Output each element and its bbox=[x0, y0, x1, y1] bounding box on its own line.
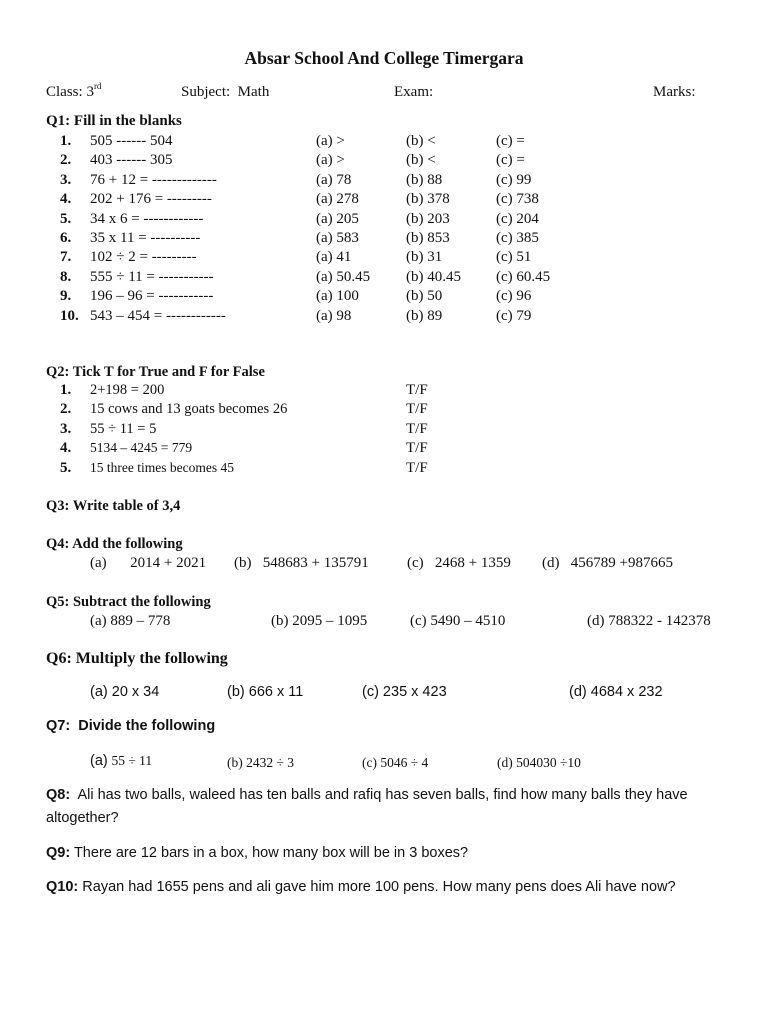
q7-label: Q7: bbox=[46, 718, 71, 734]
q1-item-number: 5. bbox=[60, 210, 72, 227]
q1-option-a: (a) 278 bbox=[316, 191, 359, 208]
q1-title: Fill in the blanks bbox=[73, 113, 182, 129]
q8-question bbox=[46, 784, 736, 830]
q7-part-c-value: 5046 ÷ 4 bbox=[380, 755, 429, 770]
q2-title: Tick T for True and F for False bbox=[72, 364, 265, 380]
q5-part-d: (d) 788322 - 142378 bbox=[587, 613, 711, 629]
subject-label: Subject: bbox=[181, 84, 231, 100]
q5-part-b: (b) 2095 – 1095 bbox=[271, 613, 368, 629]
q1-heading bbox=[46, 113, 182, 130]
q6-title: Multiply the following bbox=[75, 650, 228, 667]
q2-item-statement: 2+198 = 200 bbox=[90, 382, 165, 398]
q3-title: Write table of 3,4 bbox=[72, 498, 181, 514]
q1-item-question: 543 – 454 = ------------ bbox=[90, 307, 226, 324]
q5-part-c: (c) 5490 – 4510 bbox=[410, 613, 506, 629]
exam-label: Exam: bbox=[394, 84, 434, 100]
q6-part-a: (a) 20 x 34 bbox=[90, 684, 160, 700]
q1-option-b: (b) 50 bbox=[406, 288, 443, 305]
q1-item-number: 7. bbox=[60, 249, 72, 266]
q1-option-b: (b) < bbox=[406, 133, 436, 149]
q7-part-a-value: 55 ÷ 11 bbox=[111, 753, 153, 768]
q3-label: Q3: bbox=[46, 498, 70, 514]
q1-option-b: (b) 203 bbox=[406, 210, 450, 227]
q4-part-c bbox=[407, 555, 511, 572]
class-value: 3 bbox=[86, 84, 94, 100]
q8-text: Ali has two balls, waleed has ten balls and rafiq has seven balls, find how many balls they have altogether? bbox=[46, 787, 688, 826]
q9-label: Q9: bbox=[46, 845, 71, 861]
q4-title: Add the following bbox=[72, 536, 183, 552]
q1-item-question: 196 – 96 = ----------- bbox=[90, 288, 214, 305]
q1-item-number: 8. bbox=[60, 268, 72, 285]
q1-item-question: 76 + 12 = ------------- bbox=[90, 171, 217, 188]
q6-label: Q6: bbox=[46, 650, 72, 667]
q1-item-question: 35 x 11 = ---------- bbox=[90, 230, 201, 246]
q4-heading bbox=[46, 536, 183, 553]
q1-option-b: (b) < bbox=[406, 152, 436, 169]
q10-question bbox=[46, 876, 736, 899]
q4-label: Q4: bbox=[46, 536, 70, 552]
q4-part-b bbox=[234, 555, 369, 572]
q2-label: Q2: bbox=[46, 364, 70, 380]
q2-item-number: 3. bbox=[60, 420, 72, 437]
q1-option-b: (b) 40.45 bbox=[406, 268, 461, 285]
q7-part-b-label: (b) bbox=[227, 755, 243, 770]
q9-text: There are 12 bars in a box, how many box will be in 3 boxes? bbox=[73, 845, 469, 861]
q5-title: Subtract the following bbox=[72, 594, 211, 610]
q1-option-a: (a) > bbox=[316, 133, 345, 149]
q2-item-statement: 5134 – 4245 = 779 bbox=[90, 440, 193, 456]
q1-option-b: (b) 89 bbox=[406, 307, 443, 324]
q7-part-c-label: (c) bbox=[362, 755, 377, 770]
q4-part-b-label: (b) bbox=[234, 555, 252, 571]
q5-part-a: (a) 889 – 778 bbox=[90, 613, 171, 629]
q7-part-b bbox=[227, 755, 294, 771]
q1-option-a: (a) 98 bbox=[316, 307, 352, 324]
q7-part-d-label: (d) bbox=[497, 755, 513, 770]
q1-option-a: (a) > bbox=[316, 152, 345, 169]
q6-part-c: (c) 235 x 423 bbox=[362, 684, 447, 700]
q6-part-b: (b) 666 x 11 bbox=[227, 684, 304, 700]
q6-part-d: (d) 4684 x 232 bbox=[569, 684, 663, 700]
q2-item-number: 2. bbox=[60, 401, 72, 418]
school-title: Absar School And College Timergara bbox=[244, 48, 524, 68]
q2-true-false-answer: T/F bbox=[406, 401, 428, 418]
q8-label: Q8: bbox=[46, 787, 71, 803]
q1-option-a: (a) 41 bbox=[316, 249, 352, 266]
q4-part-a-label: (a) bbox=[90, 555, 107, 571]
q4-part-d-label: (d) bbox=[542, 555, 560, 571]
subject-field bbox=[181, 84, 269, 101]
q1-item-question: 202 + 176 = --------- bbox=[90, 191, 212, 208]
q1-option-a: (a) 78 bbox=[316, 171, 352, 188]
q7-part-b-value: 2432 ÷ 3 bbox=[246, 755, 295, 770]
q1-option-c: (c) 385 bbox=[496, 230, 539, 246]
q4-part-a bbox=[90, 555, 206, 572]
q5-heading bbox=[46, 594, 211, 611]
q1-option-c: (c) = bbox=[496, 133, 525, 149]
q1-item-question: 34 x 6 = ------------ bbox=[90, 210, 204, 227]
q10-text: Rayan had 1655 pens and ali gave him more 100 pens. How many pens does Ali have now? bbox=[82, 879, 676, 895]
q2-true-false-answer: T/F bbox=[406, 440, 428, 457]
q2-heading bbox=[46, 364, 265, 381]
marks-label: Marks: bbox=[653, 84, 696, 100]
q1-option-c: (c) 204 bbox=[496, 210, 539, 227]
q7-part-d-value: 504030 ÷10 bbox=[516, 755, 581, 770]
q1-option-c: (c) 738 bbox=[496, 191, 539, 208]
class-field bbox=[46, 81, 102, 101]
q1-item-number: 4. bbox=[60, 191, 72, 208]
class-label: Class: bbox=[46, 84, 83, 100]
q1-item-number: 3. bbox=[60, 171, 72, 188]
q10-label: Q10: bbox=[46, 879, 79, 895]
q6-heading bbox=[46, 650, 228, 668]
q1-option-c: (c) 99 bbox=[496, 171, 532, 188]
subject-value: Math bbox=[237, 84, 270, 100]
q1-option-a: (a) 583 bbox=[316, 230, 359, 246]
q7-part-d bbox=[497, 755, 581, 771]
q1-item-question: 555 ÷ 11 = ----------- bbox=[90, 268, 214, 285]
q1-option-c: (c) = bbox=[496, 152, 525, 169]
q1-item-number: 6. bbox=[60, 230, 72, 246]
q4-part-a-value: 2014 + 2021 bbox=[130, 555, 207, 571]
q1-label: Q1: bbox=[46, 113, 71, 129]
q1-option-b: (b) 378 bbox=[406, 191, 450, 208]
q4-part-d-value: 456789 +987665 bbox=[570, 555, 673, 571]
q7-part-a-label: (a) bbox=[90, 753, 108, 769]
q1-option-a: (a) 50.45 bbox=[316, 268, 371, 285]
q1-item-number: 10. bbox=[60, 307, 79, 324]
q1-item-question: 403 ------ 305 bbox=[90, 152, 173, 169]
q2-item-number: 4. bbox=[60, 440, 72, 457]
q1-option-c: (c) 96 bbox=[496, 288, 532, 305]
q1-item-number: 2. bbox=[60, 152, 72, 169]
q1-option-a: (a) 205 bbox=[316, 210, 359, 227]
class-suffix: rd bbox=[93, 81, 102, 91]
q1-option-b: (b) 31 bbox=[406, 249, 443, 266]
q1-option-b: (b) 88 bbox=[406, 171, 443, 188]
q2-item-number: 1. bbox=[60, 382, 72, 398]
q7-title: Divide the following bbox=[78, 718, 216, 734]
q4-part-d bbox=[542, 555, 673, 572]
q1-item-number: 1. bbox=[60, 133, 72, 149]
q4-part-c-value: 2468 + 1359 bbox=[434, 555, 511, 571]
q5-label: Q5: bbox=[46, 594, 70, 610]
q9-question bbox=[46, 842, 736, 865]
q1-option-c: (c) 51 bbox=[496, 249, 532, 266]
q7-heading bbox=[46, 718, 215, 734]
q4-part-b-value: 548683 + 135791 bbox=[262, 555, 369, 571]
q2-true-false-answer: T/F bbox=[406, 382, 428, 398]
q1-option-b: (b) 853 bbox=[406, 230, 450, 246]
q2-true-false-answer: T/F bbox=[406, 420, 428, 437]
q1-option-c: (c) 60.45 bbox=[496, 268, 551, 285]
q2-item-statement: 15 three times becomes 45 bbox=[90, 459, 234, 475]
q7-part-a bbox=[90, 753, 152, 770]
q4-part-c-label: (c) bbox=[407, 555, 424, 571]
q1-item-number: 9. bbox=[60, 288, 72, 305]
q3-heading bbox=[46, 498, 180, 515]
q2-true-false-answer: T/F bbox=[406, 459, 428, 476]
q2-item-number: 5. bbox=[60, 459, 72, 476]
q2-item-statement: 15 cows and 13 goats becomes 26 bbox=[90, 401, 288, 418]
q1-item-question: 505 ------ 504 bbox=[90, 133, 173, 149]
q1-option-c: (c) 79 bbox=[496, 307, 532, 324]
q7-part-c bbox=[362, 755, 428, 771]
q1-option-a: (a) 100 bbox=[316, 288, 359, 305]
q1-item-question: 102 ÷ 2 = --------- bbox=[90, 249, 197, 266]
q2-item-statement: 55 ÷ 11 = 5 bbox=[90, 420, 157, 437]
